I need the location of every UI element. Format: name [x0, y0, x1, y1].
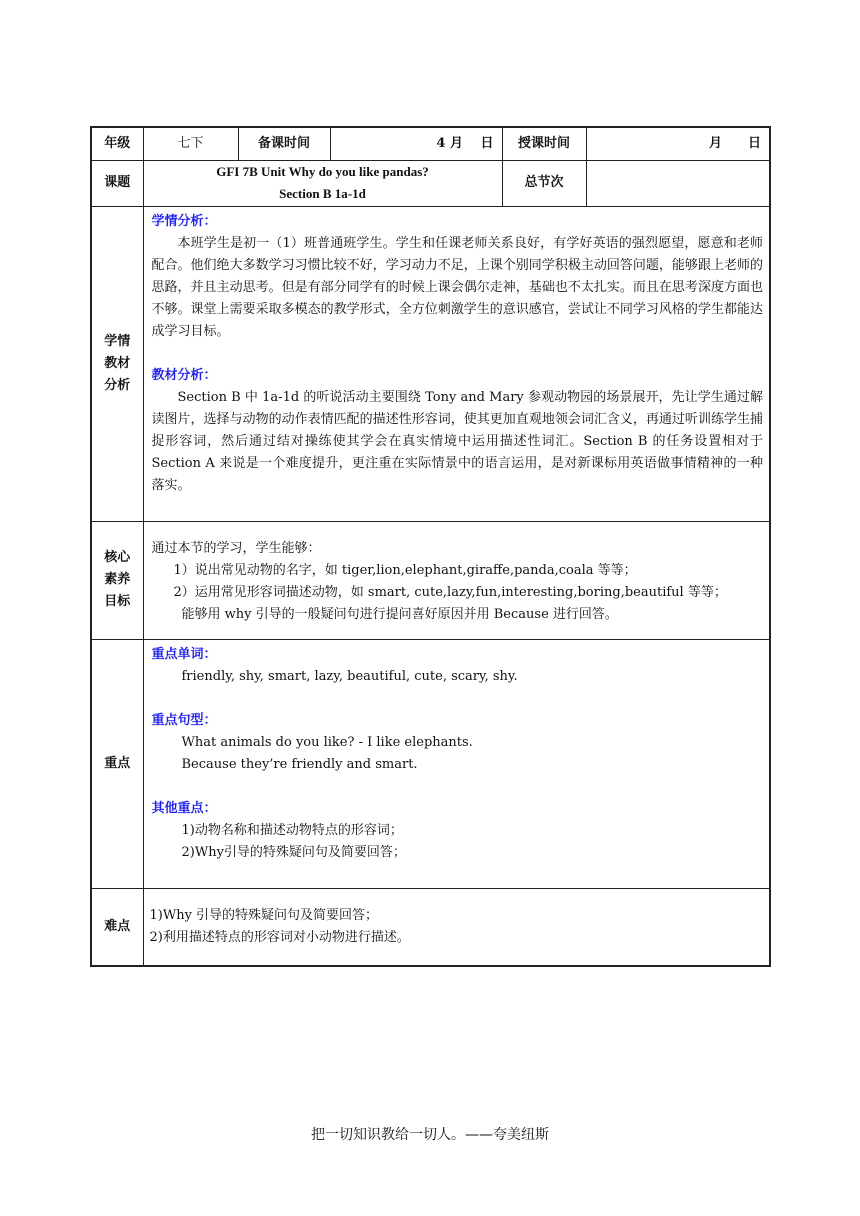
key-words: friendly, shy, smart, lazy, beautiful, cute, scary, shy.	[181, 668, 518, 684]
other-points-heading: 其他重点：	[151, 800, 217, 816]
difficulties-label: 难点	[91, 888, 143, 966]
footer-quote: 把一切知识教给一切人。——夸美纽斯	[311, 1127, 549, 1143]
key-sentences-heading: 重点句型：	[151, 712, 217, 728]
student-analysis-text: 本班学生是初一（1）班普通班学生。学生和任课老师关系良好，有学好英语的强烈愿望，愿意和老师配合。他们绝大多数学习习惯比较不好，学习动力不足，上课个别同学积极主动回答问题，能够跟上老师的思路，并且主动思考。但是有部分同学有的时候上课会偶尔走神，基础也不太扎实。而且在思考深度方面也不够。课堂上需要采取多模态的教学形式，全方位刺激学生的意识感官，尝试让不同学习风格的学生都能达成学习目标。	[151, 235, 763, 339]
total-sessions-value	[586, 160, 770, 206]
material-analysis-heading: 教材分析：	[151, 367, 217, 383]
prep-time-value: 4 月 日	[330, 127, 502, 160]
analysis-label-2: 教材	[104, 355, 131, 371]
goals-label-3: 目标	[104, 594, 131, 609]
key-points-content	[143, 639, 770, 888]
other-point-1: 1)动物名称和描述动物特点的形容词；	[181, 822, 403, 838]
difficulty-2: 2)利用描述特点的形容词对小动物进行描述。	[149, 929, 410, 945]
material-analysis-text: Section B 中 1a-1d 的听说活动主要围绕 Tony and Mary 参观动物园的场景展开，先让学生通过解读图片，选择与动物的动作表情匹配的描述性形容词，使其更加直观地领会词汇含义，再通过听训练学生捕捉形容词，然后通过结对操练使其学会在真实情境中运用描述性词汇。Section B 的任务设置相对于 Section A 来说是一个难度提升，更注重在实际情景中的语言运用，是对新课标用英语做事情精神的一种落实。	[151, 389, 763, 493]
other-point-2: 2)Why引导的特殊疑问句及简要回答；	[181, 844, 406, 860]
key-points-label: 重点	[91, 639, 143, 888]
key-words-heading: 重点单词：	[151, 646, 217, 662]
key-sentence-1: What animals do you like? - I like elephants.	[181, 734, 473, 750]
topic-title-line1: GFI 7B Unit Why do you like pandas?	[216, 164, 429, 179]
lesson-plan-table	[90, 126, 771, 967]
analysis-label	[91, 206, 143, 521]
topic-row	[91, 160, 770, 206]
goals-row	[91, 521, 770, 639]
teach-time-label: 授课时间	[502, 127, 586, 160]
goal-item-2: 2）运用常见形容词描述动物，如 smart, cute,lazy,fun,interesting,boring,beautiful 等等；	[173, 585, 727, 600]
grade-label: 年级	[91, 127, 143, 160]
analysis-label-3: 分析	[104, 377, 131, 393]
grade-value: 七下	[143, 127, 238, 160]
difficulties-row	[91, 888, 770, 966]
goals-label-1: 核心	[104, 550, 131, 565]
goals-intro: 通过本节的学习，学生能够：	[151, 541, 321, 556]
goals-label	[91, 521, 143, 639]
header-row	[91, 127, 770, 160]
topic-label: 课题	[91, 160, 143, 206]
goals-label-2: 素养	[104, 572, 131, 587]
teach-time-value: 月 日	[586, 127, 770, 160]
total-sessions-label: 总节次	[502, 160, 586, 206]
student-analysis-heading: 学情分析：	[151, 213, 217, 229]
analysis-label-1: 学情	[104, 333, 131, 349]
goal-item-3: 能够用 why 引导的一般疑问句进行提问喜好原因并用 Because 进行回答。	[181, 607, 618, 622]
goal-item-1: 1）说出常见动物的名字，如 tiger,lion,elephant,giraffe,panda,coala 等等；	[173, 563, 637, 578]
topic-title	[143, 160, 502, 206]
goals-content	[143, 521, 770, 639]
prep-time-label: 备课时间	[238, 127, 330, 160]
analysis-content	[143, 206, 770, 521]
topic-title-line2: Section B 1a-1d	[279, 186, 366, 201]
analysis-row	[91, 206, 770, 521]
key-sentence-2: Because they’re friendly and smart.	[181, 756, 418, 772]
difficulties-content	[143, 888, 770, 966]
key-points-row	[91, 639, 770, 888]
difficulty-1: 1)Why 引导的特殊疑问句及简要回答；	[149, 907, 379, 923]
